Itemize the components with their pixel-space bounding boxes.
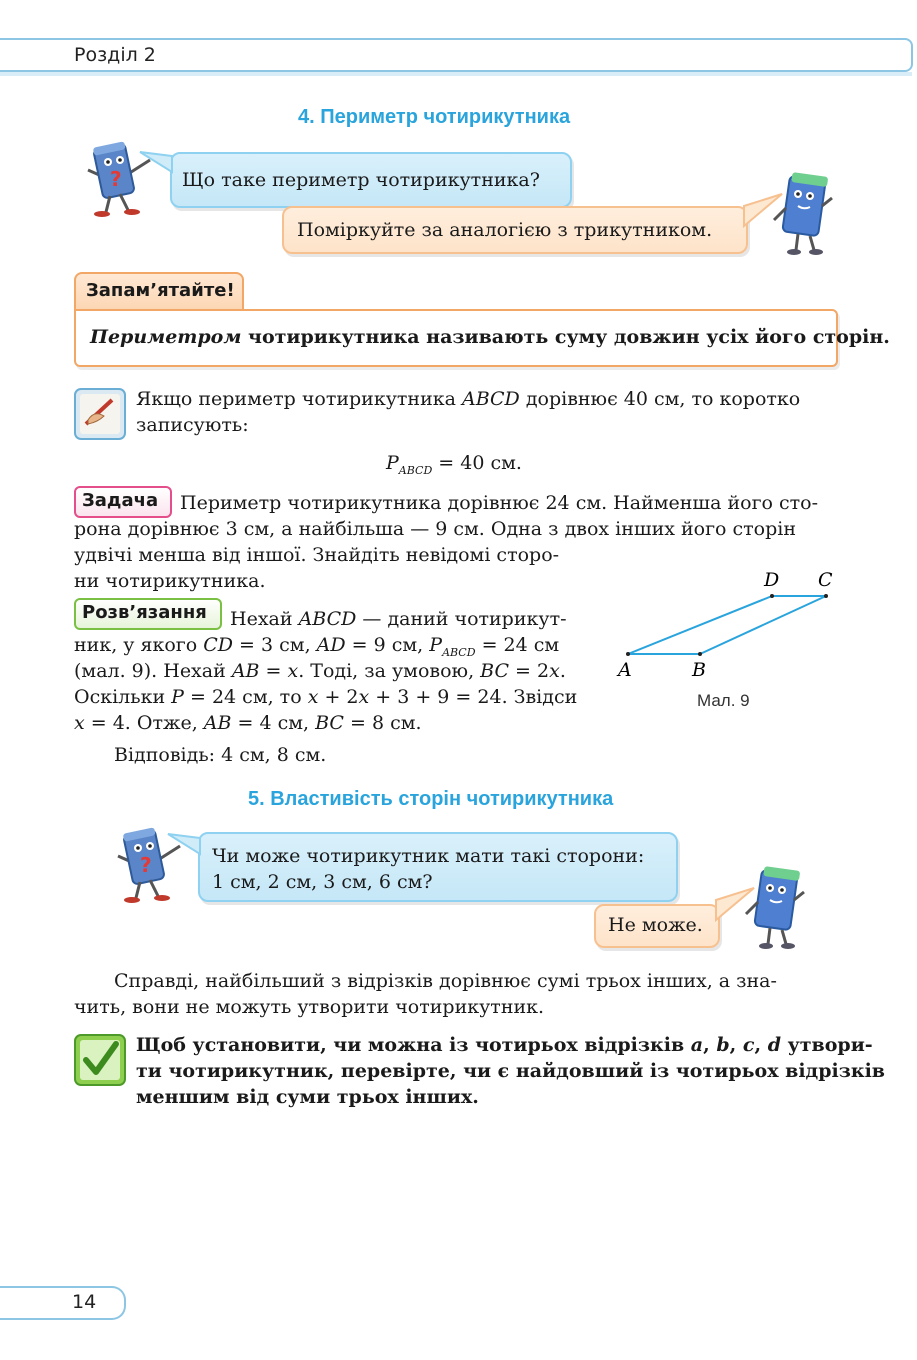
solution-line-2: ник, у якого CD = 3 см, AD = 9 см, $P_{ABCD} = 24$ см — [74, 634, 560, 659]
page-number-tab — [0, 1286, 126, 1320]
definition-body: чотирикутника називають суму довжин усіх його сторін. — [241, 326, 890, 348]
parallelogram-figure — [600, 560, 860, 720]
checkmark-icon — [74, 1034, 126, 1086]
task-line-4: ни чотирикутника. — [74, 570, 266, 592]
side-bc — [700, 596, 826, 654]
task-label: Задача — [82, 490, 159, 511]
definition-term: Периметром — [90, 326, 242, 348]
answer-line: Відповідь: 4 см, 8 см. — [114, 744, 327, 766]
explanation-line-2: чить, вони не можуть утворити чотирикутник. — [74, 996, 545, 1018]
explanation-line-1: Справді, найбільший з відрізків дорівнює сумі трьох інших, а зна- — [114, 970, 777, 992]
solution-line-1: Нехай ABCD — даний чотирикут- — [230, 608, 567, 630]
rule-line-1: Щоб установити, чи можна із чотирьох відрізків a, b, c, d утвори- — [136, 1034, 873, 1056]
solution-line-3: (мал. 9). Нехай AB = x. Тоді, за умовою, BC = 2x. — [74, 660, 566, 682]
pencil-note-icon — [74, 388, 126, 440]
note-line-2: записують: — [136, 414, 249, 436]
label-a: A — [618, 659, 632, 681]
point-c — [824, 594, 828, 598]
question-text: Що таке периметр чотирикутника? — [182, 169, 540, 191]
svg-text:?: ? — [140, 853, 152, 877]
solution-label: Розв’язання — [82, 602, 207, 623]
task-line-3: удвічі менша від іншої. Знайдіть невідомі сторо- — [74, 544, 560, 566]
section-4-title: 4. Периметр чотирикутника — [298, 106, 571, 128]
task-line-2: рона дорівнює 3 см, а найбільша — 9 см. Одна з двох інших його сторін — [74, 518, 797, 540]
bubble-pointer — [138, 148, 178, 178]
task-line-1: Периметр чотирикутника дорівнює 24 см. Найменша його сто- — [180, 492, 819, 514]
question-2-line-1: Чи може чотирикутник мати такі сторони: — [212, 845, 645, 867]
answer-mascot-icon — [744, 866, 806, 950]
remember-label: Запам’ятайте! — [86, 280, 235, 301]
section-5-title: 5. Властивість сторін чотирикутника — [248, 788, 614, 810]
point-b — [698, 652, 702, 656]
note-line-1: Якщо периметр чотирикутника ABCD дорівнює 40 см, то коротко — [136, 388, 801, 410]
label-b: B — [692, 659, 706, 681]
solution-line-4: Оскільки P = 24 см, то x + 2x + 3 + 9 = 24. Звідси — [74, 686, 578, 708]
hint-text: Поміркуйте за аналогією з трикутником. — [297, 219, 713, 241]
solution-line-5: x = 4. Отже, AB = 4 см, BC = 8 см. — [74, 712, 422, 734]
point-a — [626, 652, 630, 656]
rule-line-2: ти чотирикутник, перевірте, чи є найдовший із чотирьох відрізків — [136, 1060, 885, 1082]
label-c: C — [818, 569, 833, 591]
side-ad — [628, 596, 772, 654]
label-d: D — [764, 569, 780, 591]
bubble-pointer — [166, 830, 206, 860]
question-2-line-2: 1 см, 2 см, 3 см, 6 см? — [212, 871, 433, 893]
point-d — [770, 594, 774, 598]
definition-text — [90, 326, 890, 348]
page-number: 14 — [72, 1291, 97, 1313]
section-header: Розділ 2 — [74, 44, 156, 66]
figure-caption: Мал. 9 — [697, 691, 750, 710]
rule-line-3: меншим від суми трьох інших. — [136, 1086, 479, 1108]
header-shadow — [0, 72, 912, 76]
answer-mascot-icon — [772, 172, 834, 256]
formula: $P_{ABCD} = 40$ см. — [386, 452, 522, 477]
svg-text:?: ? — [110, 167, 122, 191]
answer-bubble-text: Не може. — [608, 914, 703, 936]
